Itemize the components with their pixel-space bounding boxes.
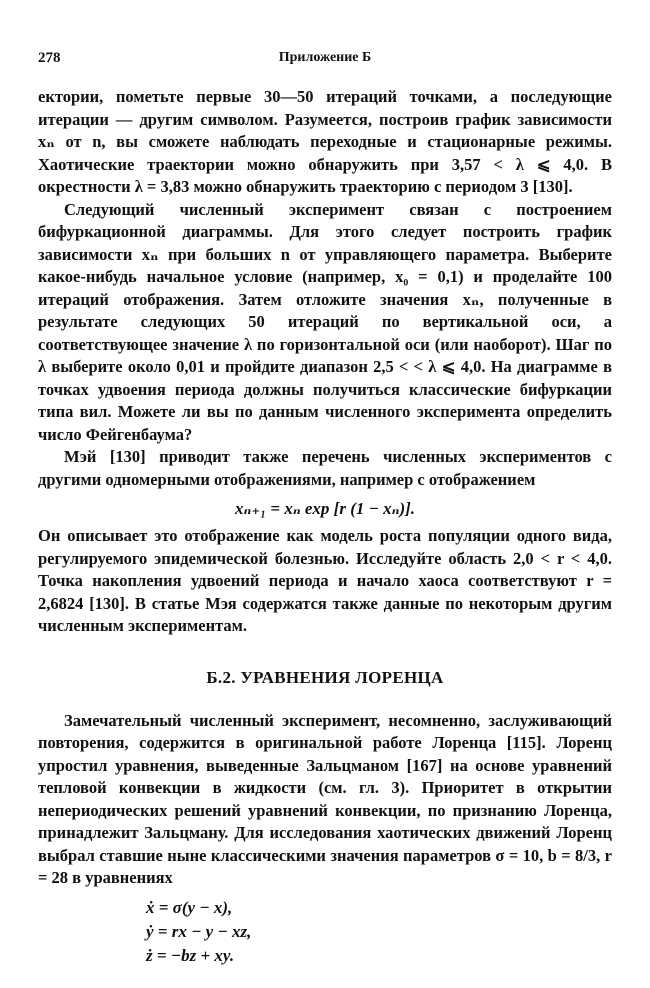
running-title: Приложение Б — [278, 50, 372, 65]
page-number: 278 — [38, 50, 61, 66]
paragraph-may: Мэй [130] приводит также перечень численных экспериментов с другими одномерными отображениями, например с отображением — [38, 447, 612, 489]
section-title: Б.2. УРАВНЕНИЯ ЛОРЕНЦА — [206, 667, 444, 687]
paragraph-lorenz: Замечательный численный эксперимент, несомненно, заслуживающий повторения, содержится в оригинальной работе Лоренца [115]. Лоренц упростил уравнения, выведенные Зальцманом [167] на основе уравнений тепловой конвекции в жидкости (см. гл. 3). Приоритет в открытии непериодических решений уравнений конвекции, по признанию Лоренца, принадлежит Зальцману. Для исследования хаотических движений Лоренц выбрал ставшие ныне классическими значения параметров σ = 10, b = 8/3, r = 28 в уравнениях — [38, 710, 612, 887]
lorenz-equation-z: ż = −bz + xy. — [146, 945, 235, 965]
paragraph-continuation: ектории, пометьте первые 30—50 итераций точками, а последующие итерации — другим символом. Разумеется, построив график зависимости xₙ от n, вы сможете наблюдать переходные и стационарные режимы. Хаотические траектории можно обнаружить при 3,57 < λ ⩽ 4,0. В окрестности λ = 3,83 можно обнаружить траекторию с периодом 3 [130]. — [38, 87, 612, 196]
lorenz-equation-y: ẏ = rx − y − xz, — [146, 921, 252, 941]
page-body — [38, 86, 612, 968]
paragraph-bifurcation: Следующий численный эксперимент связан с построением бифуркационной диаграммы. Для этого следует построить график зависимости xₙ при больших n от управляющего параметра. Выберите какое-нибудь начальное условие (например, x₀ = 0,1) и проделайте 100 итераций отображения. Затем отложите значения xₙ, полученные в результате следующих 50 итераций по вертикальной оси, а соответствующее значение λ по горизонтальной оси (или наоборот). Шаг по λ выберите около 0,01 и пройдите диапазон 2,5 < < λ ⩽ 4,0. На диаграмме в точках удвоения периода должны получиться классические бифуркации типа вил. Можете ли вы по данным численного эксперимента определить число Фейгенбаума? — [38, 199, 612, 444]
lorenz-equation-x: ẋ = σ(y − x), — [146, 897, 233, 917]
paragraph-population: Он описывает это отображение как модель роста популяции одного вида, регулируемого эпидемической болезнью. Исследуйте область 2,0 < r < 4,0. Точка накопления удвоений периода и начало хаоса соответствуют r = 2,6824 [130]. В статье Мэя содержатся также данные по некоторым другим численным экспериментам. — [38, 526, 612, 635]
map-equation: xₙ₊₁ = xₙ exp [r (1 − xₙ)]. — [234, 499, 416, 518]
page-header — [38, 50, 612, 74]
lorenz-equations — [146, 896, 612, 968]
